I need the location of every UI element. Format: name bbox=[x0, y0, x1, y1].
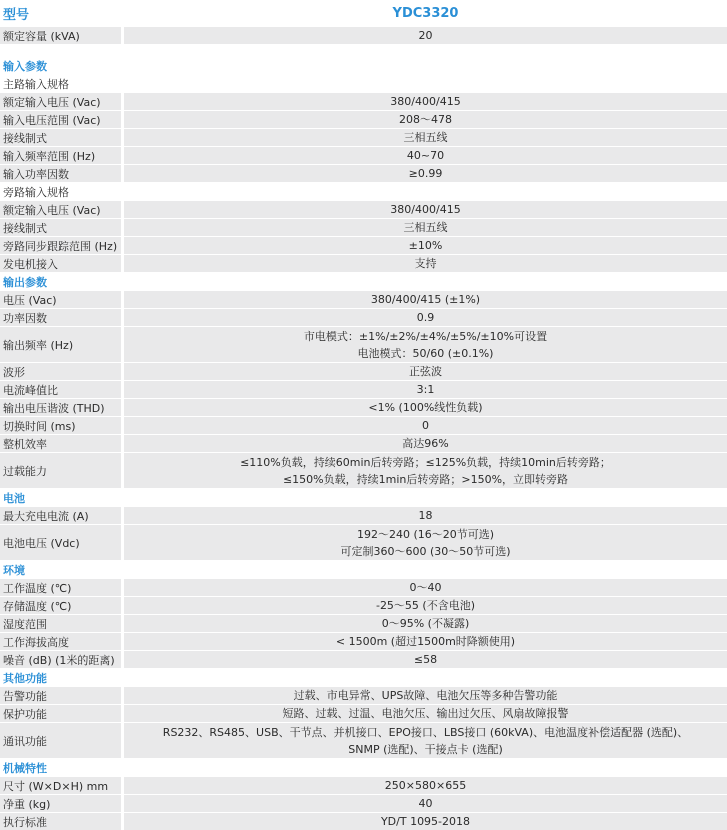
row-value: 18 bbox=[124, 507, 727, 524]
table-row bbox=[0, 201, 727, 218]
table-row bbox=[0, 129, 727, 146]
table-row bbox=[0, 507, 727, 524]
row-value: 40~70 bbox=[124, 147, 727, 164]
row-value: 0 bbox=[124, 417, 727, 434]
table-row bbox=[0, 93, 727, 110]
row-label: 输出频率 (Hz) bbox=[0, 327, 121, 362]
table-row bbox=[0, 417, 727, 434]
subheading-label: 旁路输入规格 bbox=[3, 186, 69, 199]
row-label: 输出电压谐波 (THD) bbox=[0, 399, 121, 416]
row-value: 支持 bbox=[124, 255, 727, 272]
row-value: 三相五线 bbox=[124, 219, 727, 236]
row-value: 0.9 bbox=[124, 309, 727, 326]
row-value bbox=[124, 723, 727, 758]
row-value-line: 市电模式：±1%/±2%/±4%/±5%/±10%可设置 bbox=[303, 329, 548, 343]
row-value: YD/T 1095-2018 bbox=[124, 813, 727, 830]
row-label: 额定输入电压 (Vac) bbox=[0, 201, 121, 218]
table-row bbox=[0, 219, 727, 236]
table-row bbox=[0, 363, 727, 380]
row-label: 输入功率因数 bbox=[0, 165, 121, 182]
row-value: ≥0.99 bbox=[124, 165, 727, 182]
row-value: 380/400/415 bbox=[124, 201, 727, 218]
row-value: <1% (100%线性负载) bbox=[124, 399, 727, 416]
table-row bbox=[0, 525, 727, 560]
row-label: 整机效率 bbox=[0, 435, 121, 452]
section-heading-input bbox=[0, 57, 727, 75]
table-row bbox=[0, 579, 727, 596]
table-row bbox=[0, 687, 727, 704]
table-row bbox=[0, 399, 727, 416]
row-value: 380/400/415 bbox=[124, 93, 727, 110]
row-value-line: ≤150%负载，持续1min后转旁路；>150%，立即转旁路 bbox=[282, 472, 569, 486]
row-label: 存储温度 (℃) bbox=[0, 597, 121, 614]
row-label: 保护功能 bbox=[0, 705, 121, 722]
table-header bbox=[0, 0, 727, 27]
subheading-label: 主路输入规格 bbox=[3, 78, 69, 91]
row-label: 净重 (kg) bbox=[0, 795, 121, 812]
row-value: 208～478 bbox=[124, 111, 727, 128]
row-label: 额定输入电压 (Vac) bbox=[0, 93, 121, 110]
table-row bbox=[0, 723, 727, 758]
table-row bbox=[0, 651, 727, 668]
table-row bbox=[0, 795, 727, 812]
row-value: 正弦波 bbox=[124, 363, 727, 380]
row-label: 发电机接入 bbox=[0, 255, 121, 272]
row-value-line: 192～240 (16～20节可选) bbox=[356, 527, 495, 541]
row-value: -25～55 (不含电池) bbox=[124, 597, 727, 614]
section-title: 电池 bbox=[3, 492, 25, 505]
section-heading-other bbox=[0, 669, 727, 687]
row-value: 250×580×655 bbox=[124, 777, 727, 794]
section-heading-battery bbox=[0, 489, 727, 507]
model-value: YDC3320 bbox=[392, 6, 459, 21]
row-label: 工作温度 (℃) bbox=[0, 579, 121, 596]
row-value-line: 电池模式：50/60 (±0.1%) bbox=[357, 346, 494, 360]
row-value: 高达96% bbox=[124, 435, 727, 452]
table-row bbox=[0, 309, 727, 326]
section-title: 输出参数 bbox=[3, 276, 47, 289]
row-value bbox=[124, 525, 727, 560]
row-value: 0～95% (不凝露) bbox=[124, 615, 727, 632]
row-value: 三相五线 bbox=[124, 129, 727, 146]
row-label: 告警功能 bbox=[0, 687, 121, 704]
row-value: 40 bbox=[124, 795, 727, 812]
row-label: 执行标准 bbox=[0, 813, 121, 830]
row-label: 噪音 (dB) (1米的距离) bbox=[0, 651, 121, 668]
section-title: 环境 bbox=[3, 564, 25, 577]
row-label: 输入电压范围 (Vac) bbox=[0, 111, 121, 128]
table-row bbox=[0, 291, 727, 308]
table-row bbox=[0, 381, 727, 398]
table-row-rated-capacity bbox=[0, 27, 727, 44]
table-row bbox=[0, 453, 727, 488]
row-value bbox=[124, 453, 727, 488]
row-value: < 1500m (超过1500m时降额使用) bbox=[124, 633, 727, 650]
row-label: 电池电压 (Vdc) bbox=[0, 525, 121, 560]
row-value-line: 可定制360～600 (30～50节可选) bbox=[340, 544, 511, 558]
section-title: 输入参数 bbox=[3, 60, 47, 73]
subheading-main-input bbox=[0, 75, 727, 93]
row-label: 额定容量 (kVA) bbox=[0, 27, 121, 44]
section-heading-output bbox=[0, 273, 727, 291]
table-row bbox=[0, 777, 727, 794]
row-value: ≤58 bbox=[124, 651, 727, 668]
row-value: 过载、市电异常、UPS故障、电池欠压等多种告警功能 bbox=[124, 687, 727, 704]
row-value: 20 bbox=[124, 27, 727, 44]
table-row bbox=[0, 327, 727, 362]
table-row bbox=[0, 813, 727, 830]
table-row bbox=[0, 255, 727, 272]
spacer bbox=[0, 45, 727, 57]
row-label: 最大充电电流 (A) bbox=[0, 507, 121, 524]
table-row bbox=[0, 615, 727, 632]
row-label: 通讯功能 bbox=[0, 723, 121, 758]
table-row bbox=[0, 147, 727, 164]
table-row bbox=[0, 633, 727, 650]
row-label: 过载能力 bbox=[0, 453, 121, 488]
row-value: ±10% bbox=[124, 237, 727, 254]
row-label: 工作海拔高度 bbox=[0, 633, 121, 650]
row-label: 切换时间 (ms) bbox=[0, 417, 121, 434]
row-label: 湿度范围 bbox=[0, 615, 121, 632]
table-row bbox=[0, 435, 727, 452]
row-value: 短路、过载、过温、电池欠压、输出过欠压、风扇故障报警 bbox=[124, 705, 727, 722]
table-row bbox=[0, 597, 727, 614]
section-heading-mechanical bbox=[0, 759, 727, 777]
table-row bbox=[0, 237, 727, 254]
table-row bbox=[0, 111, 727, 128]
row-value-line: ≤110%负载，持续60min后转旁路；≤125%负载，持续10min后转旁路； bbox=[240, 455, 611, 469]
row-label: 尺寸 (W×D×H) mm bbox=[0, 777, 121, 794]
row-label: 接线制式 bbox=[0, 129, 121, 146]
row-label: 电流峰值比 bbox=[0, 381, 121, 398]
section-title: 机械特性 bbox=[3, 762, 47, 775]
row-label: 波形 bbox=[0, 363, 121, 380]
row-value bbox=[124, 327, 727, 362]
section-heading-environment bbox=[0, 561, 727, 579]
row-value: 0～40 bbox=[124, 579, 727, 596]
row-label: 功率因数 bbox=[0, 309, 121, 326]
section-title: 其他功能 bbox=[3, 672, 47, 685]
row-label: 旁路同步跟踪范围 (Hz) bbox=[0, 237, 121, 254]
model-label: 型号 bbox=[3, 8, 30, 23]
row-label: 输入频率范围 (Hz) bbox=[0, 147, 121, 164]
row-label: 接线制式 bbox=[0, 219, 121, 236]
subheading-bypass-input bbox=[0, 183, 727, 201]
row-value: 3:1 bbox=[124, 381, 727, 398]
row-label: 电压 (Vac) bbox=[0, 291, 121, 308]
row-value: 380/400/415 (±1%) bbox=[124, 291, 727, 308]
table-row bbox=[0, 705, 727, 722]
row-value-line: SNMP (选配)、干接点卡 (选配) bbox=[348, 742, 503, 756]
row-value-line: RS232、RS485、USB、干节点、并机接口、EPO接口、LBS接口 (60kVA)、电池温度补偿适配器 (选配)、 bbox=[162, 725, 689, 739]
table-row bbox=[0, 165, 727, 182]
